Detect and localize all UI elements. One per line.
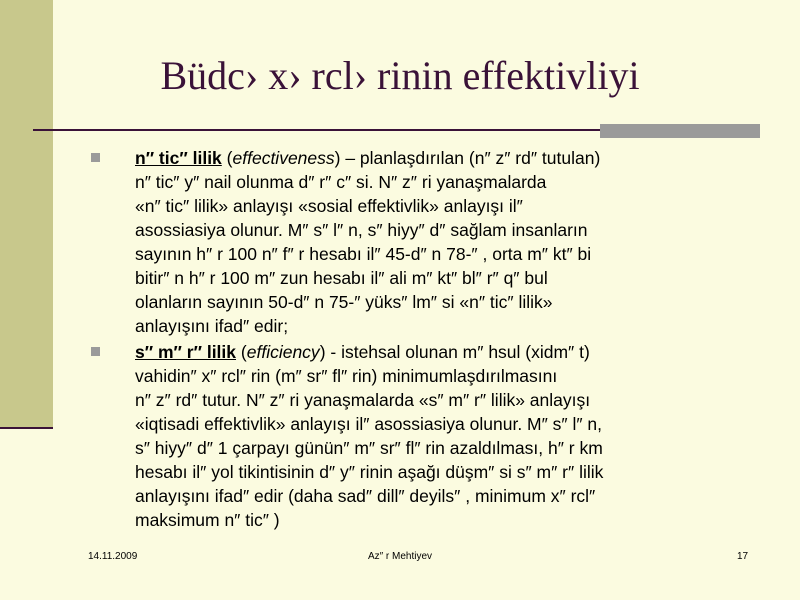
- bullet-line: s″ hiyy″ d″ 1 çarpayı günün″ m″ sr″ fl″ rin azaldılması, h″ r km: [135, 438, 603, 458]
- bullet-line: asossiasiya olunur. M″ s″ l″ n, s″ hiyy″ d″ sağlam insanların: [135, 220, 588, 240]
- bullet-line: maksimum n″ tic″ ): [135, 510, 280, 530]
- bullet-efficiency: [88, 340, 758, 532]
- bullet-line: [135, 340, 758, 364]
- left-band-rule: [0, 427, 53, 429]
- square-bullet-icon: [91, 347, 100, 356]
- english-term: efficiency: [246, 342, 320, 362]
- bullet-line: anlayışını ifad″ edir (daha sad″ dill″ deyils″ , minimum x″ rcl″: [135, 486, 596, 506]
- footer-page-number: 17: [737, 551, 749, 562]
- bullet-term: n″ tic″ lilik: [135, 148, 222, 168]
- footer-date: 14.11.2009: [88, 551, 138, 562]
- square-bullet-icon: [91, 153, 100, 162]
- title-accent-bar: [600, 124, 760, 138]
- bullet-line: hesabı il″ yol tikintisinin d″ y″ rinin aşağı düşm″ si s″ m″ r″ lilik: [135, 462, 604, 482]
- bullet-line: n″ tic″ y″ nail olunma d″ r″ c″ si. N″ z″ ri yanaşmalarda: [135, 172, 547, 192]
- bullet-line: bitir″ n h″ r 100 m″ zun hesabı il″ ali m″ kt″ bl″ r″ q″ bul: [135, 268, 548, 288]
- bullet-line: «n″ tic″ lilik» anlayışı «sosial effektivlik» anlayışı il″: [135, 196, 523, 216]
- bullet-term: s″ m″ r″ lilik: [135, 342, 237, 362]
- bullet-effectiveness: [88, 146, 758, 338]
- bullet-line: olanların sayının 50-d″ n 75-″ yüks″ lm″ si «n″ tic″ lilik»: [135, 292, 553, 312]
- english-term: effectiveness: [232, 148, 335, 168]
- bullet-line: vahidin″ x″ rcl″ rin (m″ sr″ fl″ rin) minimumlaşdırılmasını: [135, 366, 558, 386]
- bullet-line: «iqtisadi effektivlik» anlayışı il″ asossiasiya olunur. M″ s″ l″ n,: [135, 414, 603, 434]
- bullet-text: (effectiveness) – planlaşdırılan (n″ z″ rd″ tutulan): [226, 148, 601, 168]
- slide-title: Büdc› x› rcl› rinin effektivliyi: [160, 53, 640, 98]
- bullet-text: (efficiency) - istehsal olunan m″ hsul (xidm″ t): [240, 342, 590, 362]
- bullet-line: anlayışını ifad″ edir;: [135, 316, 289, 336]
- slide-body: [88, 146, 758, 534]
- bullet-line: n″ z″ rd″ tutur. N″ z″ ri yanaşmalarda «s″ m″ r″ lilik» anlayışı: [135, 390, 591, 410]
- bullet-line: [135, 146, 758, 170]
- footer-author: Az″ r Mehtiyev: [367, 551, 433, 562]
- bullet-line: sayının h″ r 100 n″ f″ r hesabı il″ 45-d″ n 78-″ , orta m″ kt″ bi: [135, 244, 592, 264]
